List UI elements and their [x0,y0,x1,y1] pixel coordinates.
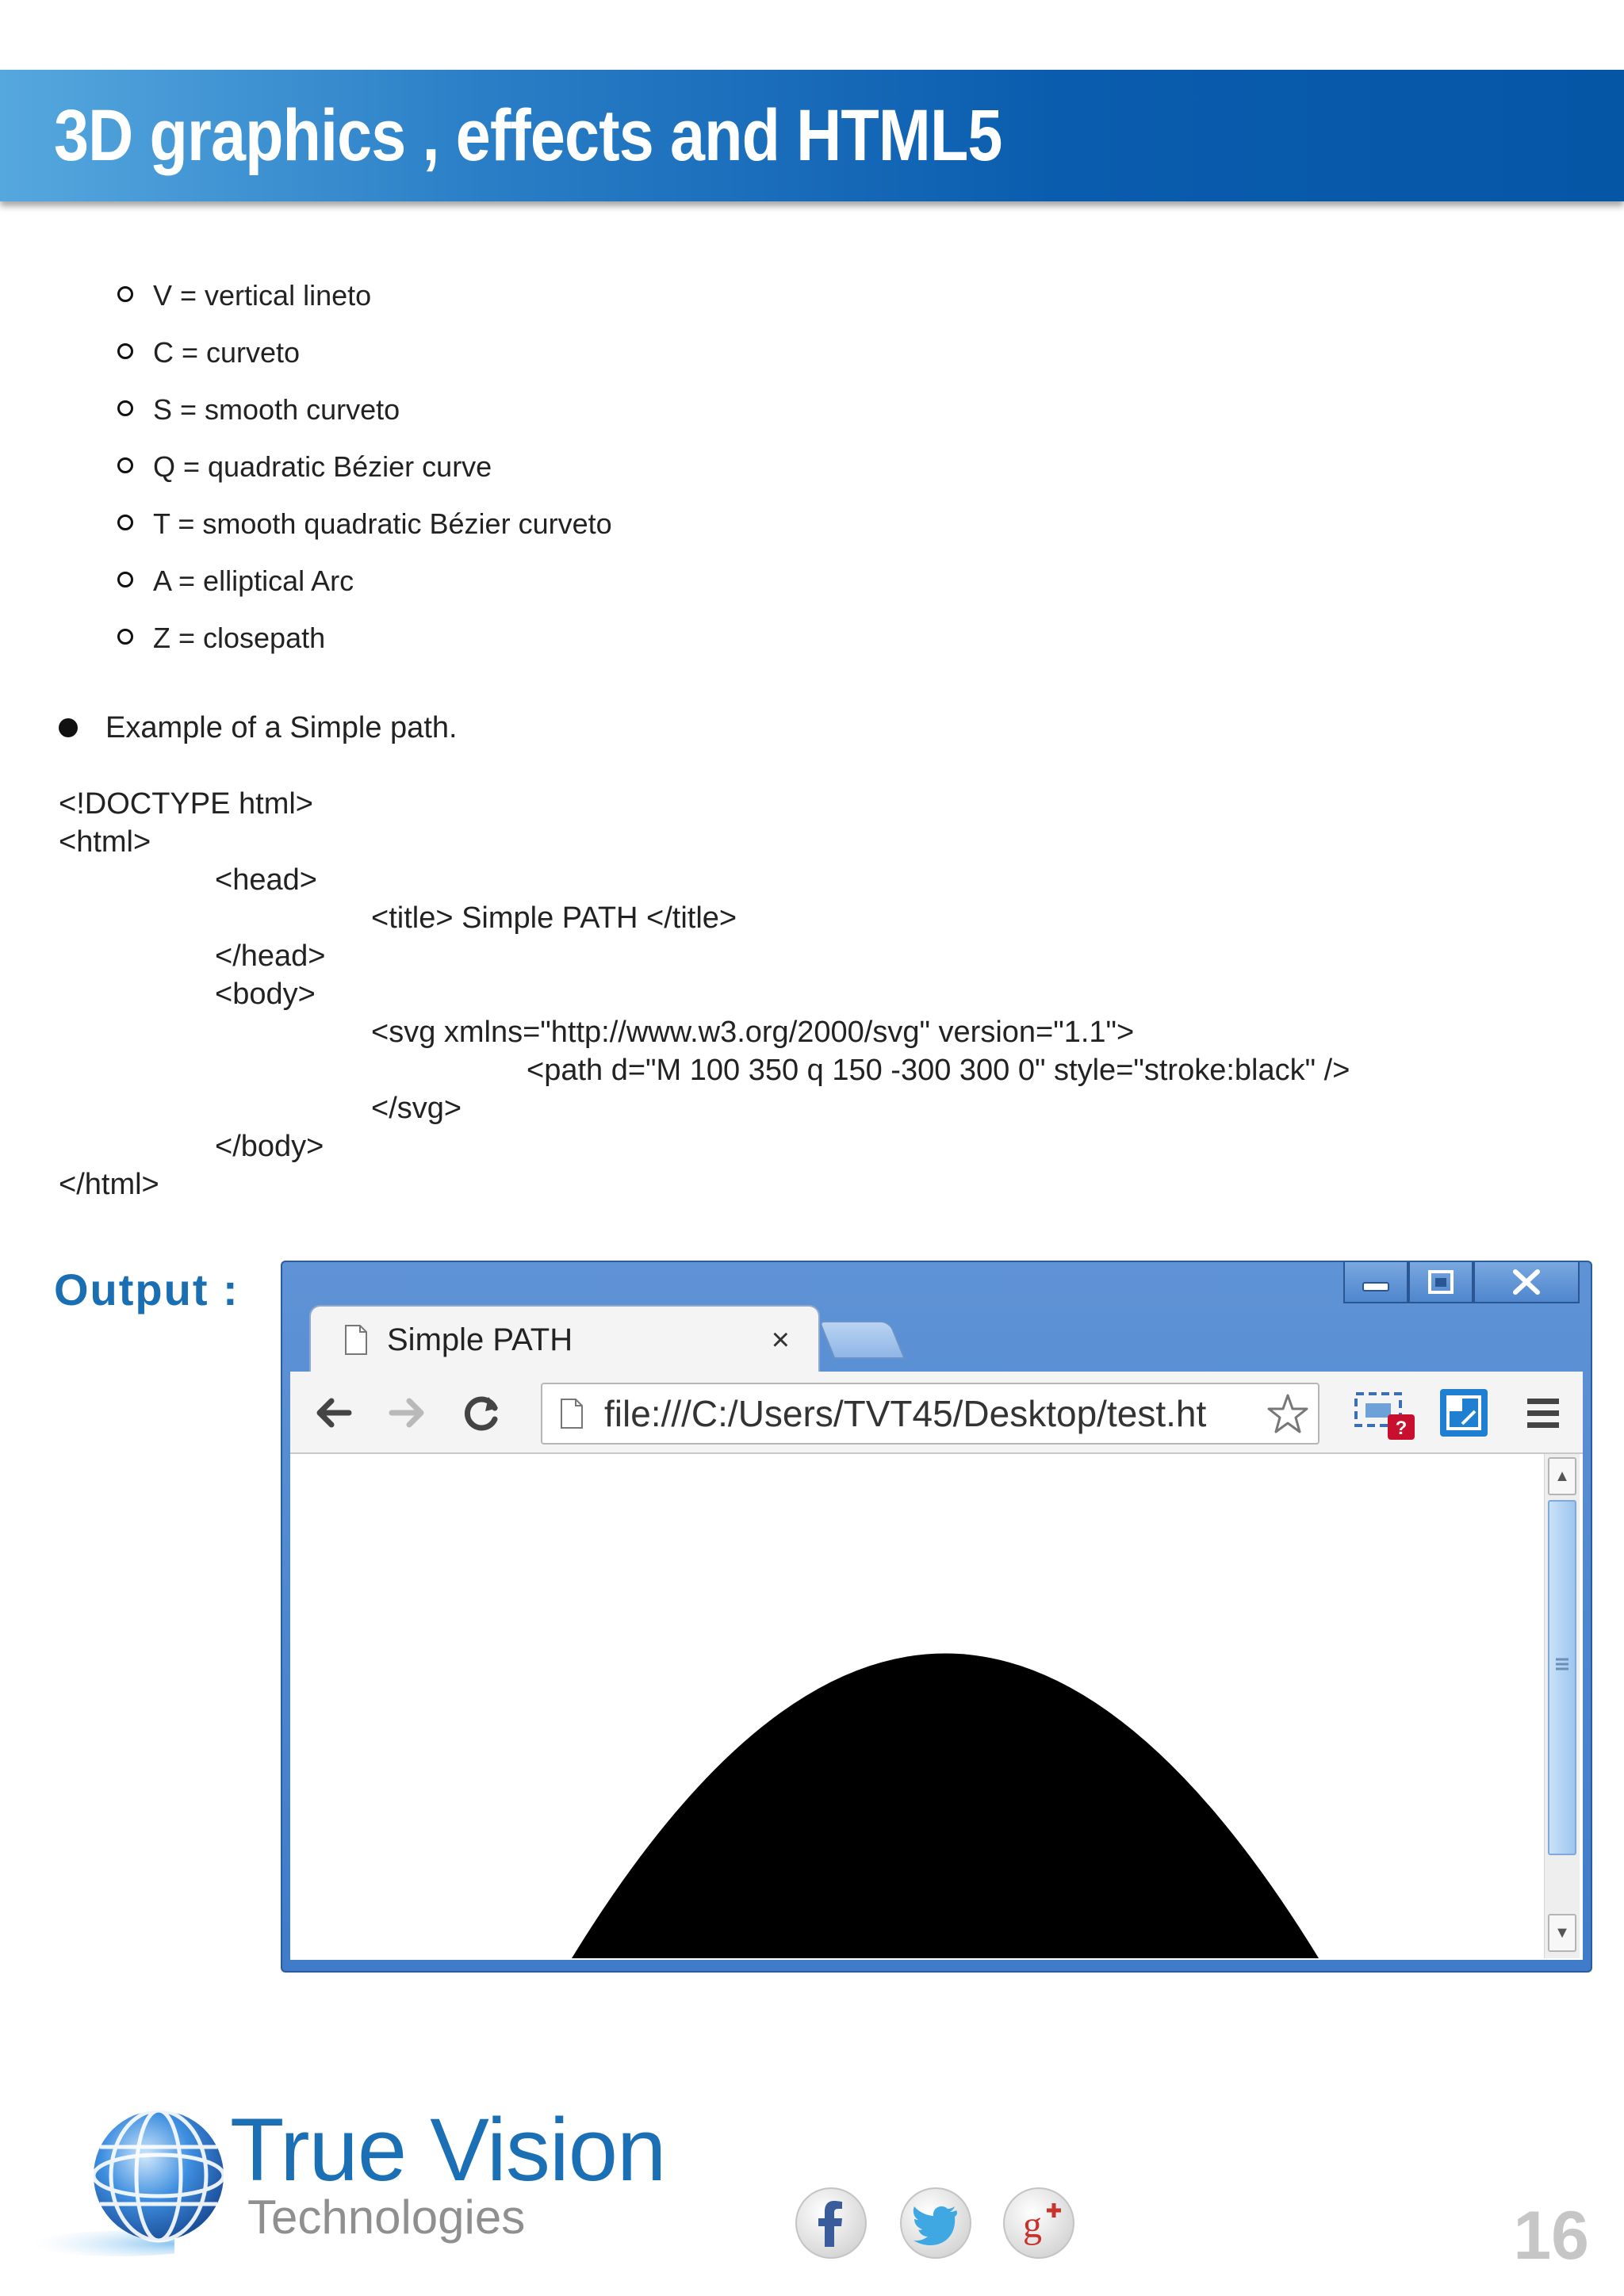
scroll-down-icon[interactable]: ▼ [1548,1914,1576,1952]
grip-icon [1549,1652,1575,1676]
brand-name: True Vision [230,2100,666,2199]
tab-simple-path[interactable] [309,1305,820,1373]
extension-icon[interactable] [1438,1387,1489,1438]
screenshot-extension-icon[interactable] [1353,1386,1418,1441]
code-line: <title> Simple PATH </title> [371,901,737,935]
code-line: </svg> [371,1092,462,1125]
bullet-ring-icon [117,343,133,359]
code-line: </html> [59,1168,159,1201]
code-line: </head> [215,939,326,973]
address-bar[interactable] [541,1383,1320,1445]
svg-text:?: ? [1395,1418,1408,1439]
forward-arrow-icon[interactable] [384,1389,431,1437]
example-label: Example of a Simple path. [105,711,458,744]
bullet-ring-icon [117,572,133,587]
menu-icon[interactable] [1519,1389,1567,1437]
code-line: <head> [215,863,317,897]
reload-icon[interactable] [458,1389,506,1437]
bullet-dot-icon [59,718,78,737]
code-line: </body> [215,1130,324,1163]
page-icon [560,1398,584,1429]
facebook-icon[interactable] [793,2187,869,2263]
browser-window [281,1261,1592,1973]
bullet-ring-icon [117,629,133,645]
brand-subtitle: Technologies [247,2191,526,2244]
new-tab-button[interactable] [818,1321,905,1359]
back-arrow-icon[interactable] [309,1389,357,1437]
maximize-button[interactable] [1408,1262,1473,1303]
star-icon[interactable] [1266,1392,1310,1437]
scroll-thumb[interactable] [1548,1500,1576,1855]
tab-close-icon[interactable]: × [771,1322,790,1357]
page-number: 16 [1513,2198,1589,2274]
scroll-up-icon[interactable]: ▲ [1548,1457,1576,1495]
quadratic-path-shape [290,1454,1548,1960]
minimize-button[interactable] [1343,1262,1408,1303]
header-band [0,70,1624,201]
code-line: <html> [59,825,151,859]
tab-title: Simple PATH [387,1322,573,1357]
bullet-ring-icon [117,515,133,530]
close-icon [1509,1269,1544,1295]
page-icon [344,1324,368,1356]
bullet-ring-icon [117,400,133,416]
window-controls [1343,1262,1580,1307]
twitter-icon[interactable] [898,2187,974,2263]
browser-toolbar [290,1372,1583,1454]
code-line: <!DOCTYPE html> [59,787,313,821]
url-text: file:///C:/Users/TVT45/Desktop/test.ht [604,1393,1207,1434]
close-button[interactable] [1473,1262,1580,1303]
globe-logo-icon [89,2106,228,2245]
output-label: Output : [54,1265,239,1314]
code-line: <svg xmlns="http://www.w3.org/2000/svg" version="1.1"> [371,1016,1135,1049]
page-title: 3D graphics , effects and HTML5 [54,95,1002,176]
maximize-icon [1425,1269,1457,1295]
vertical-scrollbar[interactable] [1544,1454,1580,1958]
google-plus-icon[interactable] [1001,2187,1077,2263]
browser-viewport [290,1454,1583,1960]
code-line: <path d="M 100 350 q 150 -300 300 0" style="stroke:black" /> [527,1054,1350,1087]
code-line: <body> [215,978,316,1011]
bullet-ring-icon [117,286,133,302]
bullet-ring-icon [117,457,133,473]
minimize-icon [1360,1270,1392,1294]
svg-text:g: g [1023,2204,1042,2246]
